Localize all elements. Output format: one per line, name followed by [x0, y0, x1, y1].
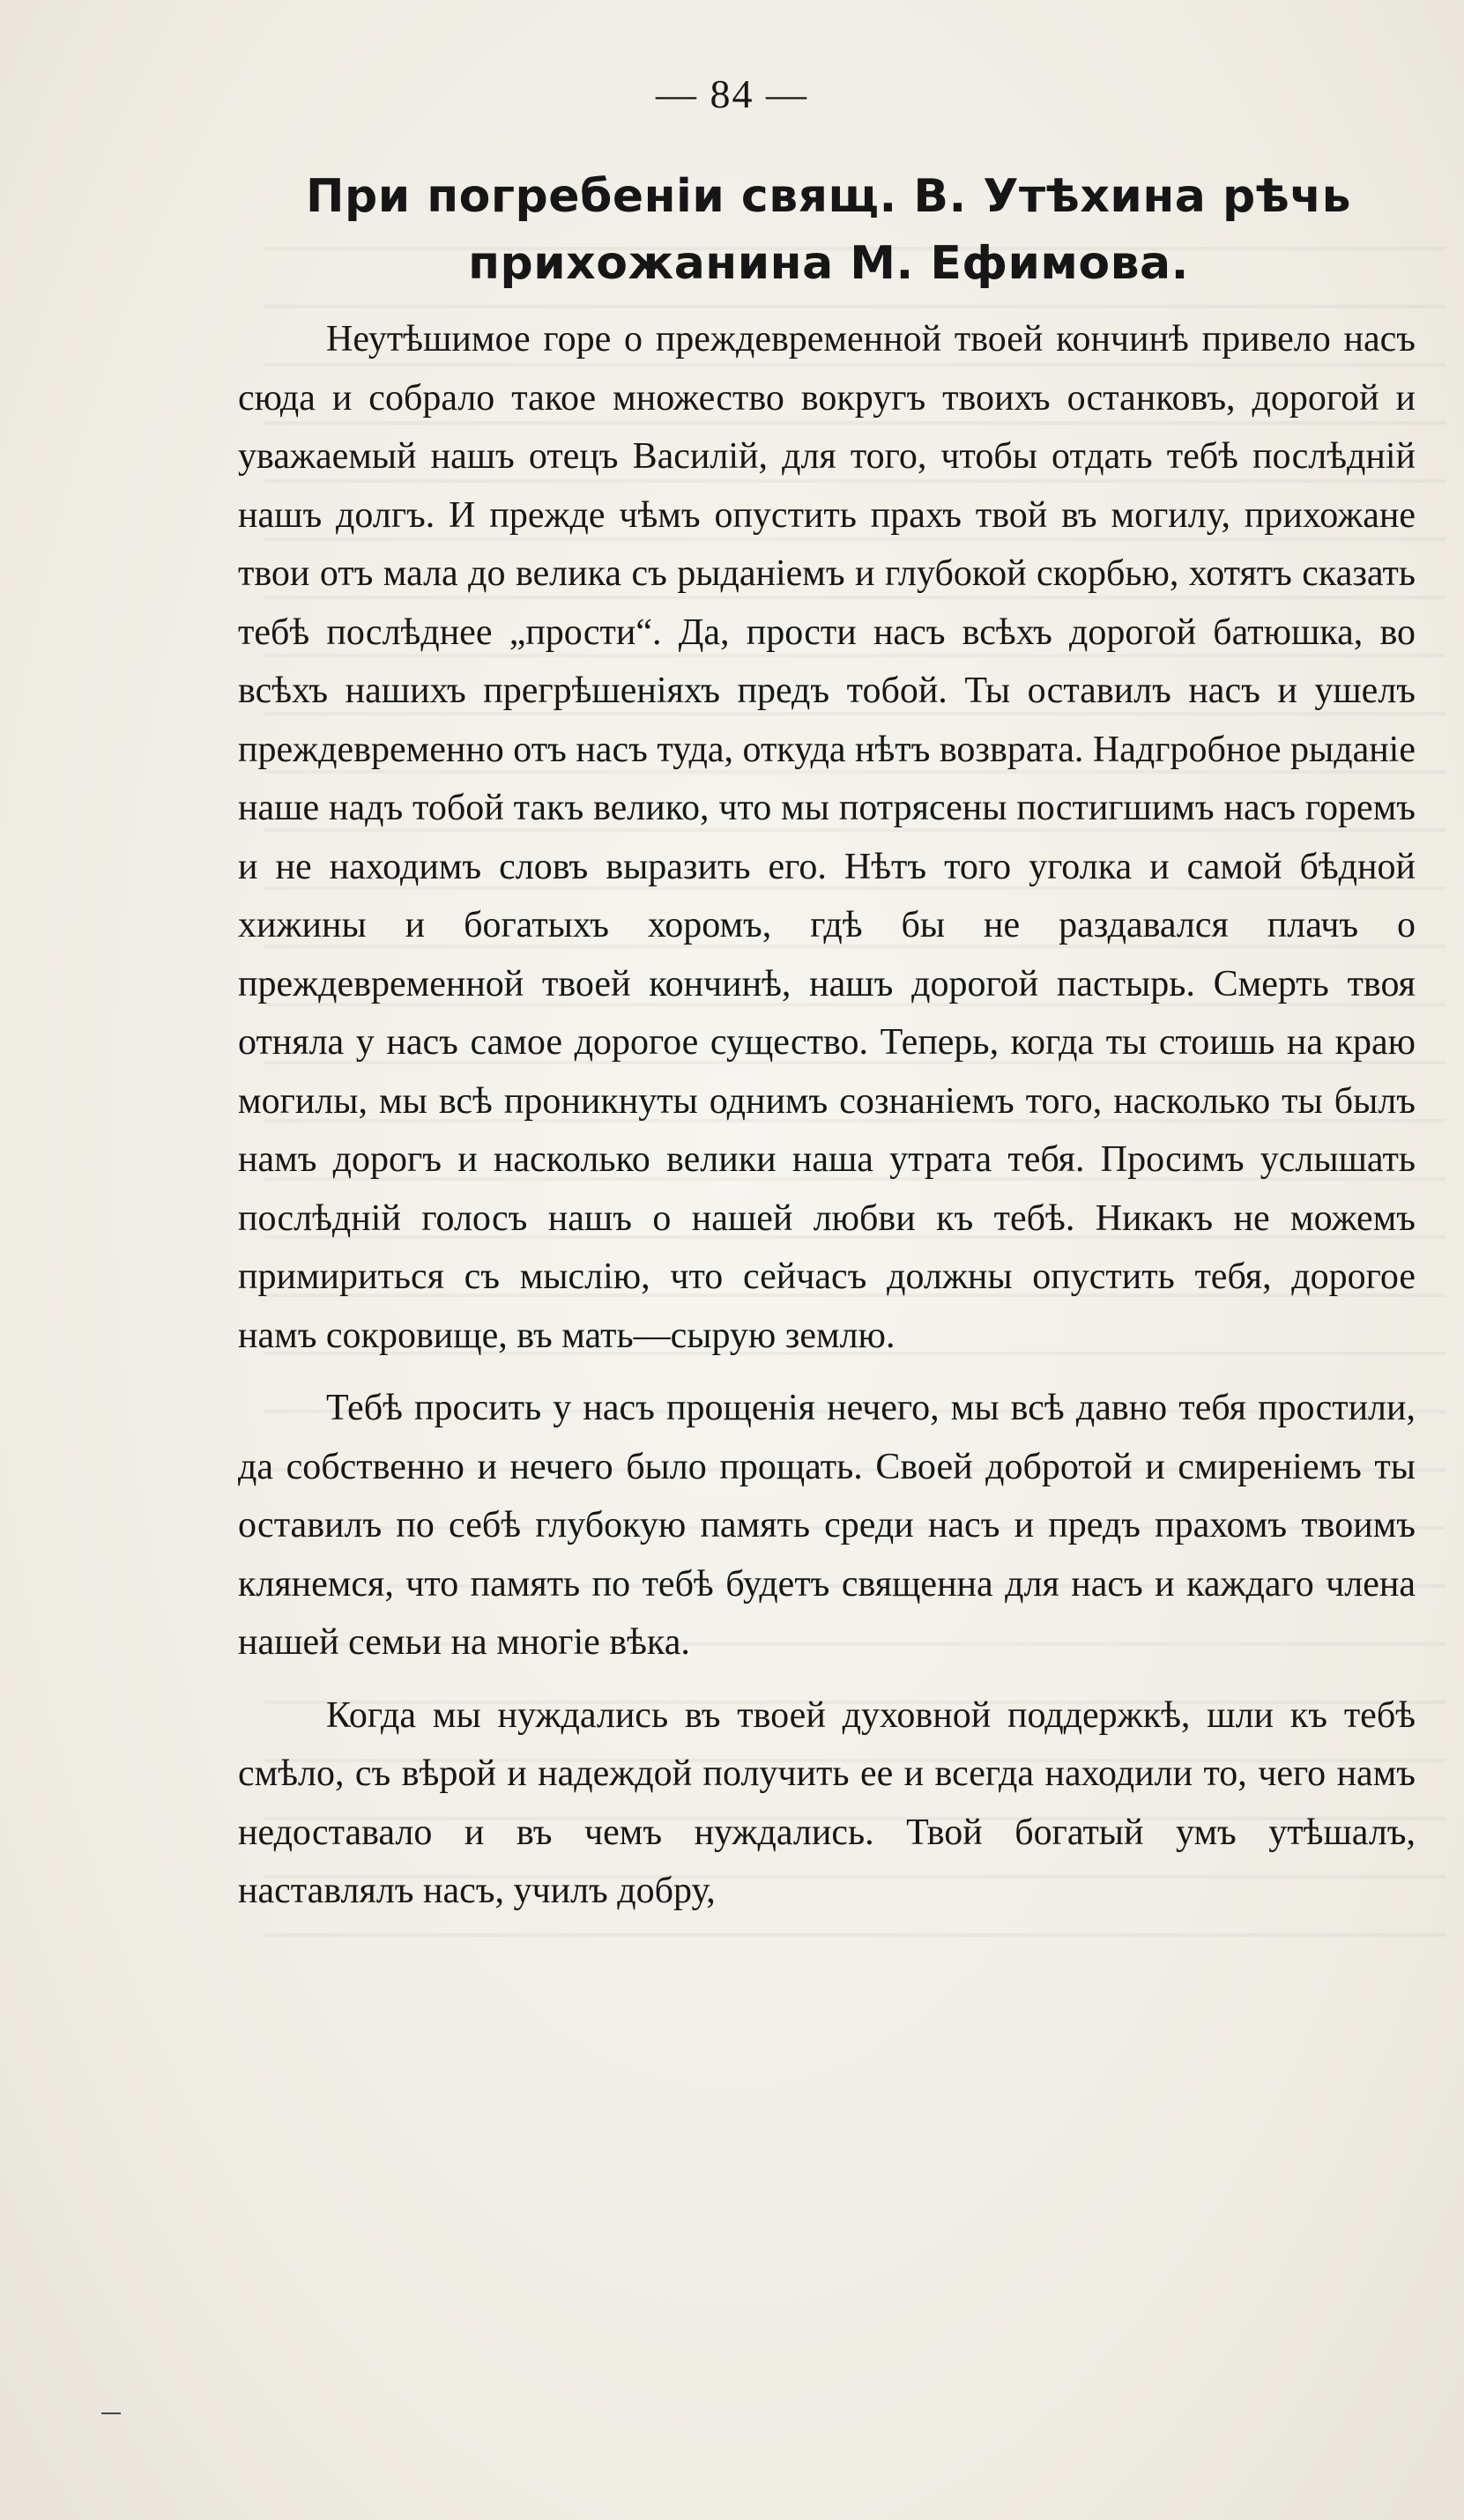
body-text: [238, 310, 1416, 1921]
page-title: При погребеніи свящ. В. Утѣхина рѣчь прихожанина М. Ефимова.: [305, 170, 1352, 290]
margin-mark: [101, 2413, 121, 2414]
page-number: — 84 —: [656, 71, 808, 116]
paragraph-1: Неутѣшимое горе о преждевременной твоей кончинѣ привело насъ сюда и собрало такое множество вокругъ твоихъ останковъ, дорогой и уважаемый нашъ отецъ Василій, для того, чтобы отдать тебѣ послѣдній нашъ долгъ. И прежде чѣмъ опустить прахъ твой въ могилу, прихожане твои отъ мала до велика съ рыданіемъ и глубокой скорбью, хотятъ сказать тебѣ послѣднее „прости“. Да, прости насъ всѣхъ дорогой батюшка, во всѣхъ нашихъ прегрѣшеніяхъ предъ тобой. Ты оставилъ насъ и ушелъ преждевременно отъ насъ туда, откуда нѣтъ возврата. Надгробное рыданіе наше надъ тобой такъ велико, что мы потрясены постигшимъ насъ горемъ и не находимъ словъ выразить его. Нѣтъ того уголка и самой бѣдной хижины и богатыхъ хоромъ, гдѣ бы не раздавался плачъ о преждевременной твоей кончинѣ, нашъ дорогой пастырь. Смерть твоя отняла у насъ самое дорогое существо. Теперь, когда ты стоишь на краю могилы, мы всѣ проникнуты однимъ сознаніемъ того, насколько ты былъ намъ дорогъ и насколько велики наша утрата тебя. Просимъ услышать послѣдній голосъ нашъ о нашей любви къ тебѣ. Никакъ не можемъ примириться съ мыслію, что сейчасъ должны опустить тебя, дорогое намъ сокровище, въ мать—сырую землю.: [238, 319, 1416, 1356]
paragraph-3: Когда мы нуждались въ твоей духовной поддержкѣ, шли къ тебѣ смѣло, съ вѣрой и надеждой получить ее и всегда находили то, чего намъ недоставало и въ чемъ нуждались. Твой богатый умъ утѣшалъ, наставлялъ насъ, училъ добру,: [238, 1694, 1416, 1911]
paragraph-2: Тебѣ просить у насъ прощенія нечего, мы всѣ давно тебя простили, да собственно и нечего было прощать. Своей добротой и смиреніемъ ты оставилъ по себѣ глубокую память среди насъ и предъ прахомъ твоимъ клянемся, что память по тебѣ будетъ священна для насъ и каждаго члена нашей семьи на многіе вѣка.: [238, 1388, 1416, 1663]
